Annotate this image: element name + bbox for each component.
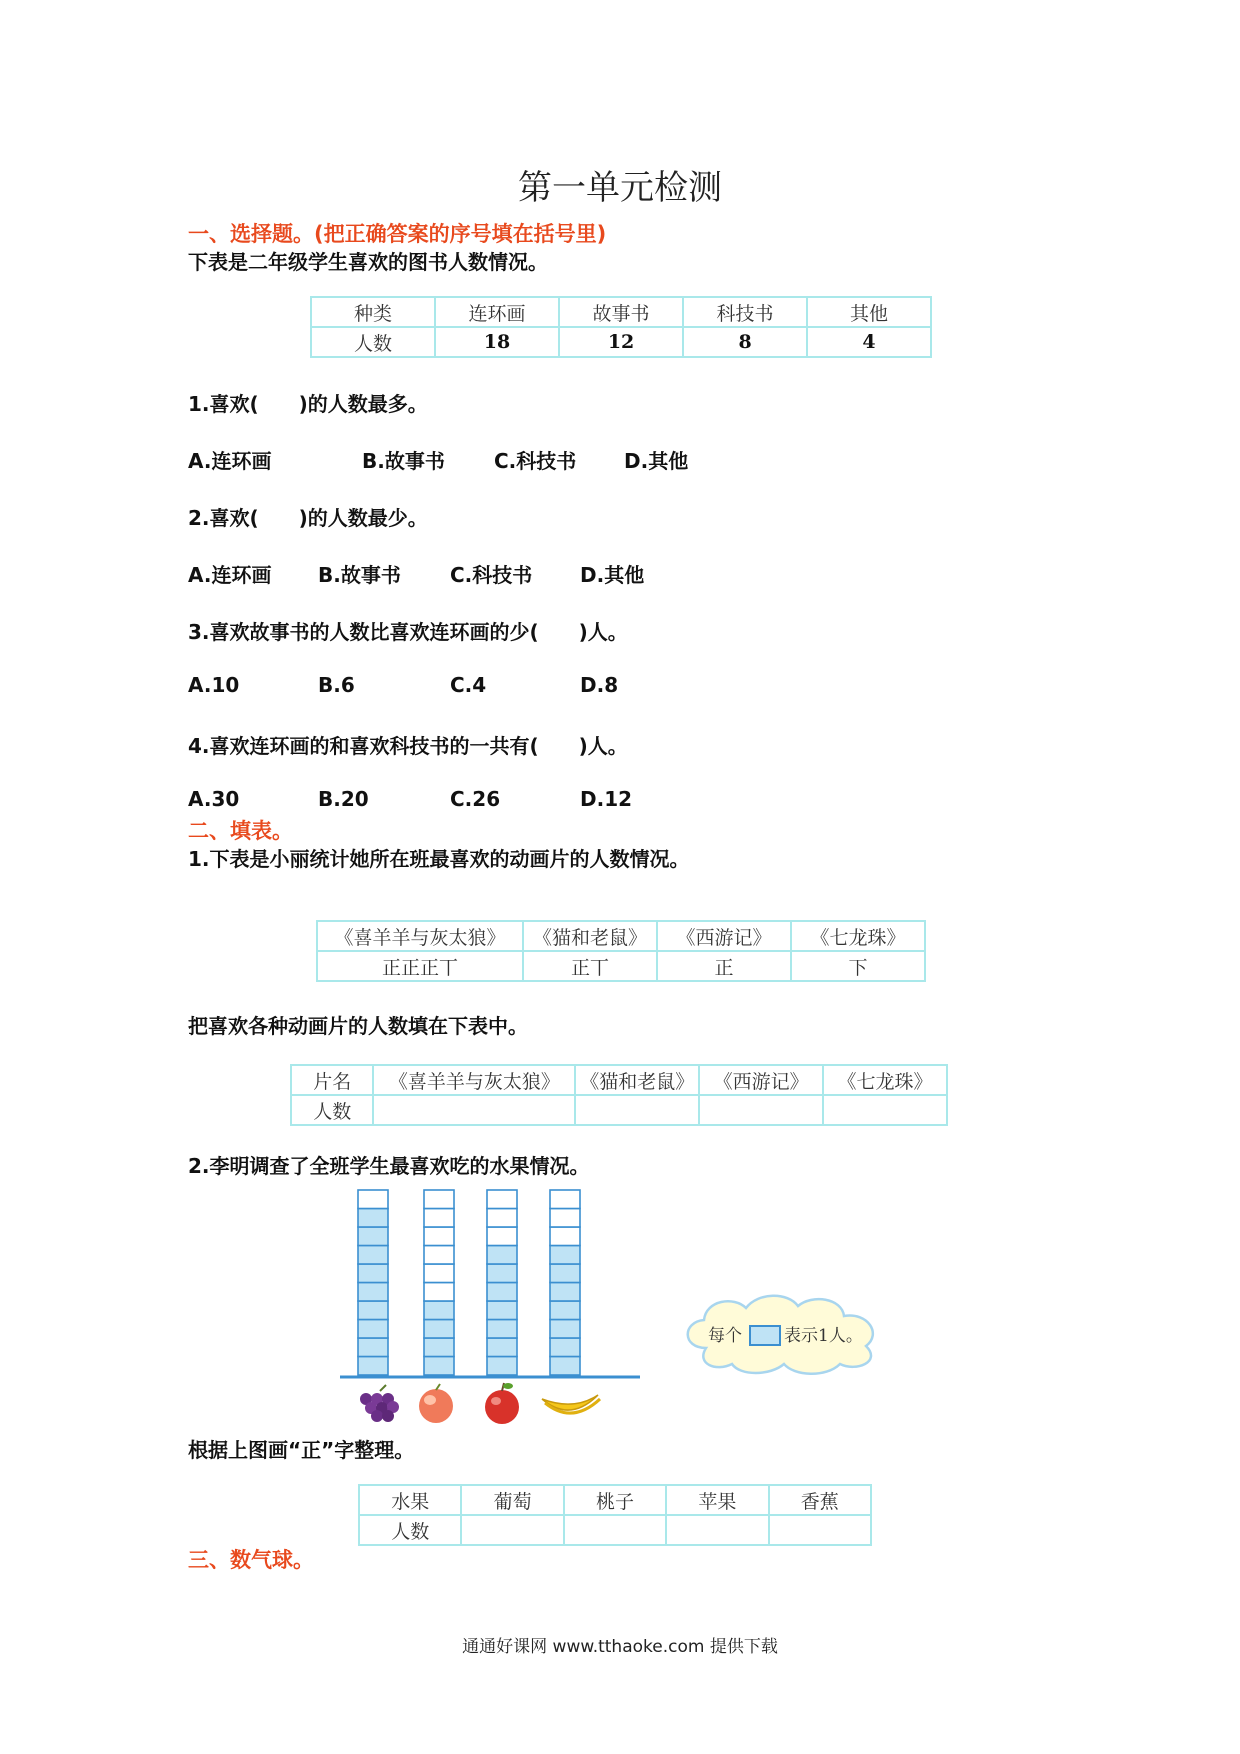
tally-mark: 正丅 — [523, 951, 657, 981]
page-title: 第一单元检测 — [518, 168, 722, 208]
filled-cell — [358, 1209, 388, 1228]
book-table-cell: 18 — [435, 327, 559, 357]
filled-cell — [550, 1246, 580, 1265]
filled-cell — [550, 1264, 580, 1283]
filled-cell — [550, 1301, 580, 1320]
filled-cell — [424, 1320, 454, 1339]
cartoon-fill-blank[interactable] — [823, 1095, 947, 1125]
filled-cell — [358, 1301, 388, 1320]
legend-cell-sample — [750, 1326, 780, 1345]
book-table-header: 种类 — [311, 297, 435, 327]
q1-option-a: A.连环画 — [188, 449, 272, 473]
question-1: 1.喜欢( )的人数最多。 — [188, 392, 428, 416]
filled-cell — [487, 1246, 517, 1265]
empty-cell — [424, 1190, 454, 1209]
fruit-table-header: 葡萄 — [461, 1485, 563, 1515]
book-table-header: 连环画 — [435, 297, 559, 327]
section2-q2-text: 2.李明调查了全班学生最喜欢吃的水果情况。 — [188, 1154, 590, 1178]
cartoon-fill-table — [290, 1064, 948, 1126]
q1-option-d: D.其他 — [624, 449, 689, 473]
legend-prefix: 每个 — [708, 1326, 742, 1346]
q2-option-a: A.连环画 — [188, 563, 272, 587]
empty-cell — [550, 1227, 580, 1246]
empty-cell — [424, 1246, 454, 1265]
empty-cell — [424, 1227, 454, 1246]
section2-q1-text: 1.下表是小丽统计她所在班最喜欢的动画片的人数情况。 — [188, 847, 690, 871]
filled-cell — [424, 1357, 454, 1376]
tally-header: 《猫和老鼠》 — [523, 921, 657, 951]
fruit-tally-table — [358, 1484, 872, 1546]
filled-cell — [487, 1283, 517, 1302]
q3-option-c: C.4 — [450, 673, 487, 697]
q2-option-d: D.其他 — [580, 563, 645, 587]
filled-cell — [358, 1357, 388, 1376]
fruit-table-header: 水果 — [359, 1485, 461, 1515]
book-table-cell: 人数 — [311, 327, 435, 357]
footer-text: 通通好课网 www.tthaoke.com 提供下载 — [462, 1637, 778, 1657]
empty-cell — [424, 1264, 454, 1283]
empty-cell — [550, 1209, 580, 1228]
bar-葡萄 — [358, 1190, 388, 1375]
tally-header: 《七龙珠》 — [791, 921, 925, 951]
fruit-table-header: 桃子 — [564, 1485, 666, 1515]
tally-header: 《西游记》 — [657, 921, 791, 951]
fruit-chart — [330, 1185, 650, 1430]
section2-q1-instruction: 把喜欢各种动画片的人数填在下表中。 — [188, 1014, 528, 1038]
cartoon-fill-row-label: 人数 — [291, 1095, 373, 1125]
filled-cell — [487, 1338, 517, 1357]
book-table-cell: 12 — [559, 327, 683, 357]
book-table-cell: 8 — [683, 327, 807, 357]
filled-cell — [424, 1338, 454, 1357]
q4-option-b: B.20 — [318, 787, 369, 811]
book-table-header: 其他 — [807, 297, 931, 327]
fruit-table-blank[interactable] — [666, 1515, 768, 1545]
empty-cell — [424, 1209, 454, 1228]
cartoon-fill-blank[interactable] — [373, 1095, 575, 1125]
q2-option-b: B.故事书 — [318, 563, 401, 587]
q3-option-b: B.6 — [318, 673, 355, 697]
section2-q2-instruction: 根据上图画“正”字整理。 — [188, 1438, 415, 1462]
section3-heading: 三、数气球。 — [188, 1548, 314, 1572]
empty-cell — [358, 1190, 388, 1209]
fruit-table-header: 苹果 — [666, 1485, 768, 1515]
fruit-table-row-label: 人数 — [359, 1515, 461, 1545]
legend-cloud — [676, 1288, 898, 1378]
filled-cell — [487, 1301, 517, 1320]
q2-option-c: C.科技书 — [450, 563, 533, 587]
filled-cell — [358, 1246, 388, 1265]
cartoon-fill-blank[interactable] — [575, 1095, 699, 1125]
filled-cell — [550, 1283, 580, 1302]
empty-cell — [424, 1283, 454, 1302]
q3-option-d: D.8 — [580, 673, 619, 697]
tally-mark: 正 — [657, 951, 791, 981]
bar-苹果 — [487, 1190, 517, 1375]
section1-heading: 一、选择题。(把正确答案的序号填在括号里) — [188, 222, 607, 246]
bar-桃子 — [424, 1190, 454, 1375]
q4-option-d: D.12 — [580, 787, 633, 811]
cartoon-fill-blank[interactable] — [699, 1095, 823, 1125]
q4-option-a: A.30 — [188, 787, 240, 811]
cartoon-fill-header: 片名 — [291, 1065, 373, 1095]
q1-option-b: B.故事书 — [362, 449, 445, 473]
section1-intro: 下表是二年级学生喜欢的图书人数情况。 — [188, 250, 548, 274]
empty-cell — [487, 1227, 517, 1246]
fruit-table-header: 香蕉 — [769, 1485, 871, 1515]
filled-cell — [358, 1320, 388, 1339]
fruit-table-blank[interactable] — [769, 1515, 871, 1545]
book-table-header: 科技书 — [683, 297, 807, 327]
section2-heading: 二、填表。 — [188, 819, 293, 843]
book-table-cell: 4 — [807, 327, 931, 357]
fruit-table-blank[interactable] — [564, 1515, 666, 1545]
grape-icon — [360, 1385, 399, 1422]
filled-cell — [358, 1264, 388, 1283]
filled-cell — [358, 1227, 388, 1246]
filled-cell — [358, 1338, 388, 1357]
apple-icon — [485, 1383, 519, 1424]
filled-cell — [358, 1283, 388, 1302]
filled-cell — [487, 1264, 517, 1283]
cartoon-fill-header: 《猫和老鼠》 — [575, 1065, 699, 1095]
tally-table — [316, 920, 926, 982]
empty-cell — [550, 1190, 580, 1209]
book-table-header: 故事书 — [559, 297, 683, 327]
fruit-table-blank[interactable] — [461, 1515, 563, 1545]
legend-suffix: 表示1人。 — [784, 1326, 863, 1346]
filled-cell — [424, 1301, 454, 1320]
cartoon-fill-header: 《西游记》 — [699, 1065, 823, 1095]
tally-header: 《喜羊羊与灰太狼》 — [317, 921, 523, 951]
tally-mark: 正正正丅 — [317, 951, 523, 981]
cartoon-fill-header: 《七龙珠》 — [823, 1065, 947, 1095]
question-4: 4.喜欢连环画的和喜欢科技书的一共有( )人。 — [188, 734, 628, 758]
banana-icon — [542, 1395, 600, 1413]
question-3: 3.喜欢故事书的人数比喜欢连环画的少( )人。 — [188, 620, 628, 644]
empty-cell — [487, 1190, 517, 1209]
bar-香蕉 — [550, 1190, 580, 1375]
filled-cell — [487, 1357, 517, 1376]
peach-icon — [419, 1384, 453, 1423]
filled-cell — [487, 1320, 517, 1339]
cartoon-fill-header: 《喜羊羊与灰太狼》 — [373, 1065, 575, 1095]
filled-cell — [550, 1338, 580, 1357]
question-2: 2.喜欢( )的人数最少。 — [188, 506, 428, 530]
q4-option-c: C.26 — [450, 787, 501, 811]
filled-cell — [550, 1320, 580, 1339]
filled-cell — [550, 1357, 580, 1376]
q1-option-c: C.科技书 — [494, 449, 577, 473]
empty-cell — [487, 1209, 517, 1228]
tally-mark: 下 — [791, 951, 925, 981]
q3-option-a: A.10 — [188, 673, 240, 697]
book-table — [310, 296, 932, 358]
